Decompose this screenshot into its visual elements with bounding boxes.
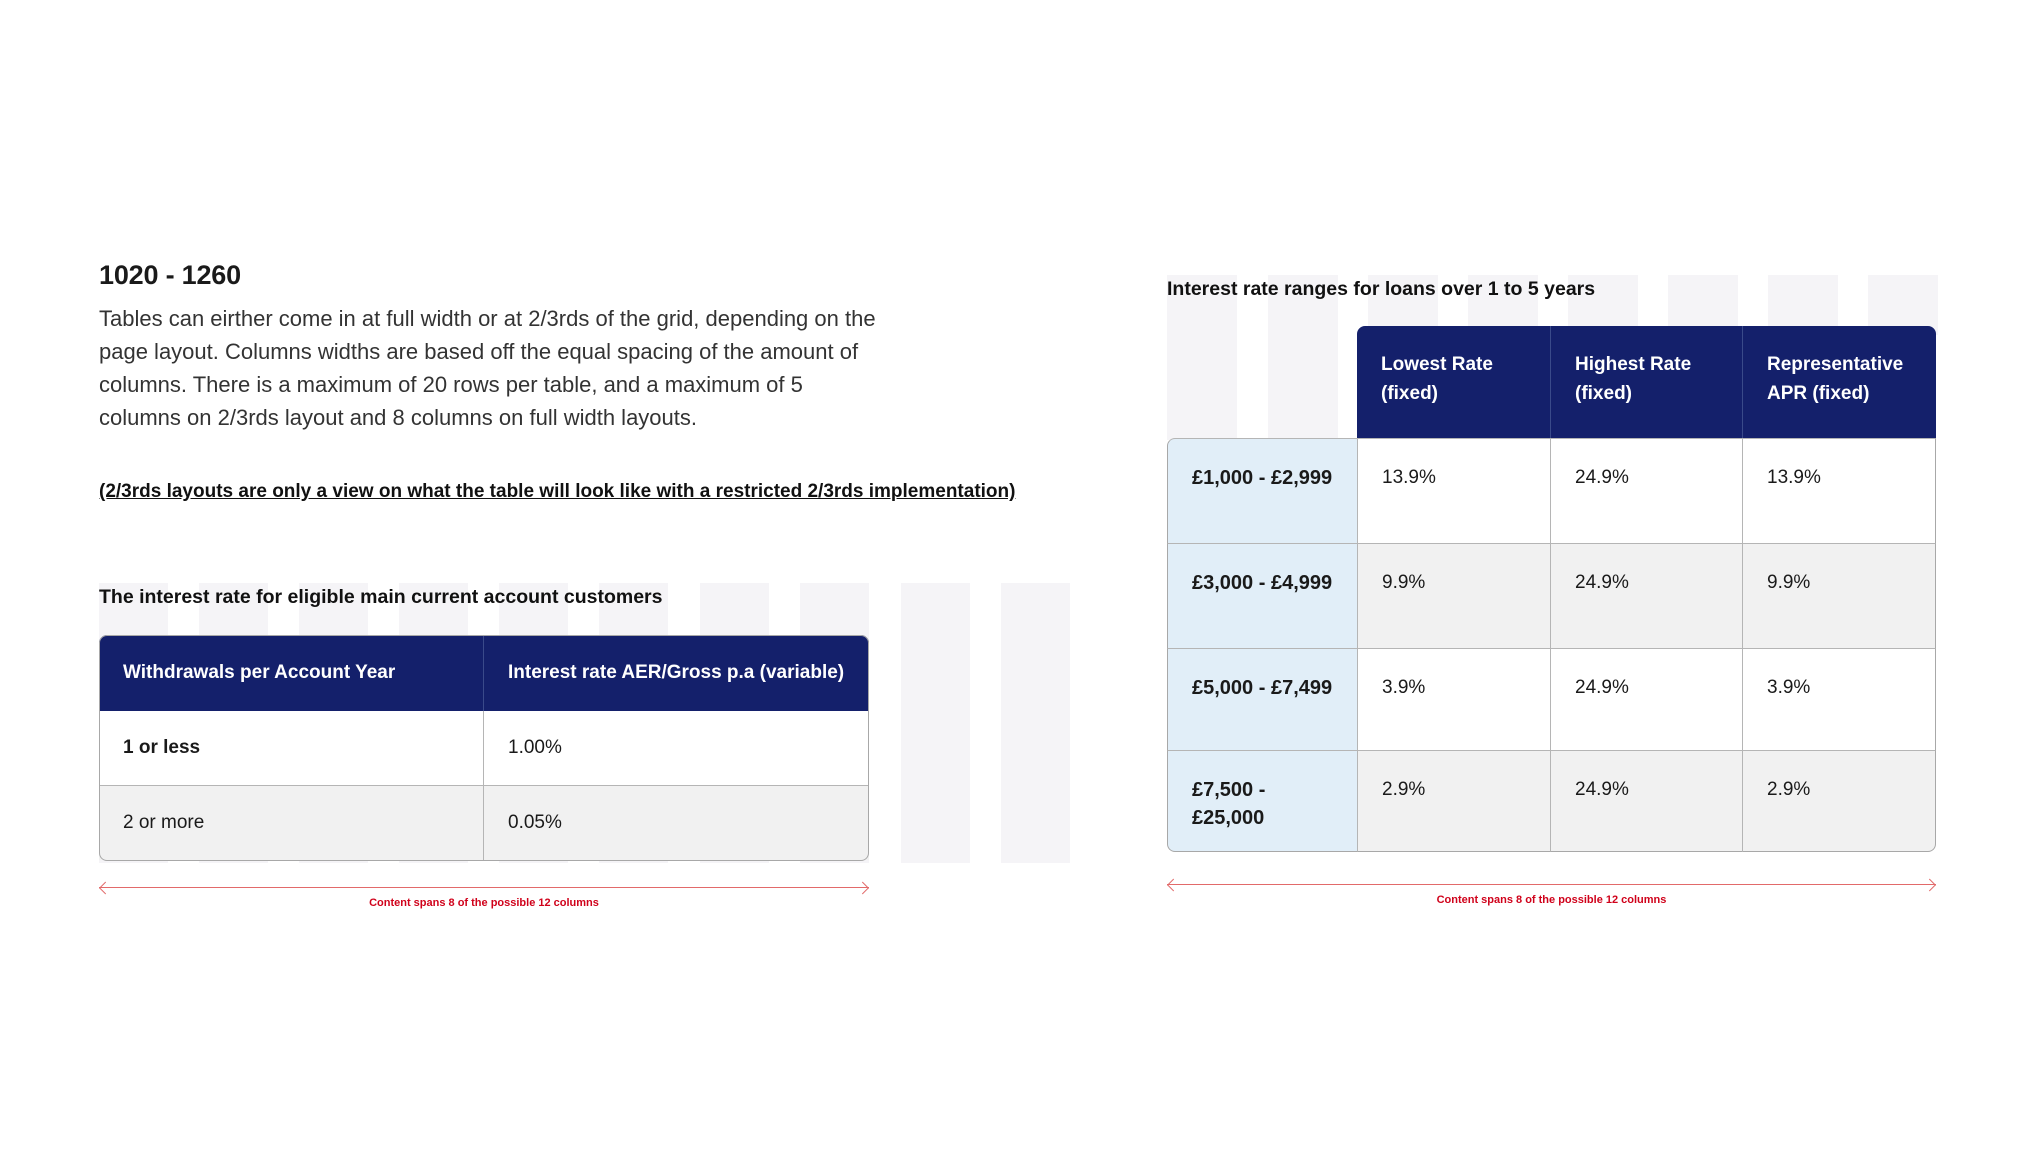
table-cell: 3.9%: [1357, 648, 1550, 750]
column-header: Representative APR (fixed): [1742, 326, 1936, 438]
grid-column: [1001, 583, 1070, 863]
table-cell: 9.9%: [1357, 543, 1550, 648]
table-cell: 13.9%: [1357, 438, 1550, 543]
row-header: £1,000 - £2,999: [1167, 438, 1357, 543]
table-cell: 13.9%: [1742, 438, 1936, 543]
loan-rates-table: [1167, 326, 1936, 852]
span-indicator-line: [1167, 884, 1936, 885]
table-cell: 24.9%: [1550, 750, 1742, 852]
row-header: £5,000 - £7,499: [1167, 648, 1357, 750]
intro-text: Tables can eirther come in at full width or at 2/3rds of the grid, depending on the page layout. Columns widths are based off the equal spacing of the amount of columns. There is a maximum of 20 rows per table, and a maximum of 5 columns on 2/3rds layout and 8 columns on full width layouts.: [99, 306, 876, 430]
span-indicator-text: Content spans 8 of the possible 12 columns: [369, 897, 599, 909]
table-row: [1167, 438, 1936, 543]
table-cell: 2 or more: [99, 786, 484, 860]
table-cell: 2.9%: [1742, 750, 1936, 852]
span-indicator-line: [99, 887, 869, 888]
empty-header-cell: [1167, 326, 1357, 438]
table-cell: 1.00%: [484, 711, 869, 786]
table2-caption: Interest rate ranges for loans over 1 to 5 years: [1167, 278, 1596, 300]
row-header: £7,500 - £25,000: [1167, 750, 1357, 852]
page-title: 1020 - 1260: [99, 260, 241, 290]
grid-column: [901, 583, 970, 863]
table-cell: 0.05%: [484, 786, 869, 860]
table-row: [99, 786, 869, 860]
table1-caption: The interest rate for eligible main current account customers: [99, 586, 663, 608]
table-cell: 24.9%: [1550, 438, 1742, 543]
table-cell: 9.9%: [1742, 543, 1936, 648]
column-header: Lowest Rate (fixed): [1357, 326, 1550, 438]
table-row: [99, 711, 869, 786]
table-cell: 1 or less: [99, 711, 484, 786]
table-cell: 24.9%: [1550, 648, 1742, 750]
withdrawals-table: [99, 635, 869, 860]
table-cell: 24.9%: [1550, 543, 1742, 648]
column-header: Withdrawals per Account Year: [99, 635, 484, 711]
table-row: [1167, 543, 1936, 648]
span-indicator-text: Content spans 8 of the possible 12 columns: [1436, 894, 1667, 906]
table-cell: 3.9%: [1742, 648, 1936, 750]
table-header-row: [99, 635, 869, 711]
table-row: [1167, 648, 1936, 750]
column-header: Highest Rate (fixed): [1550, 326, 1742, 438]
table-cell: 2.9%: [1357, 750, 1550, 852]
row-header: £3,000 - £4,999: [1167, 543, 1357, 648]
table-header-row: [1167, 326, 1936, 438]
column-header: Interest rate AER/Gross p.a (variable): [484, 635, 869, 711]
layout-note: (2/3rds layouts are only a view on what the table will look like with a restricted 2/3rds implementation): [99, 481, 1016, 502]
table-row: [1167, 750, 1936, 852]
